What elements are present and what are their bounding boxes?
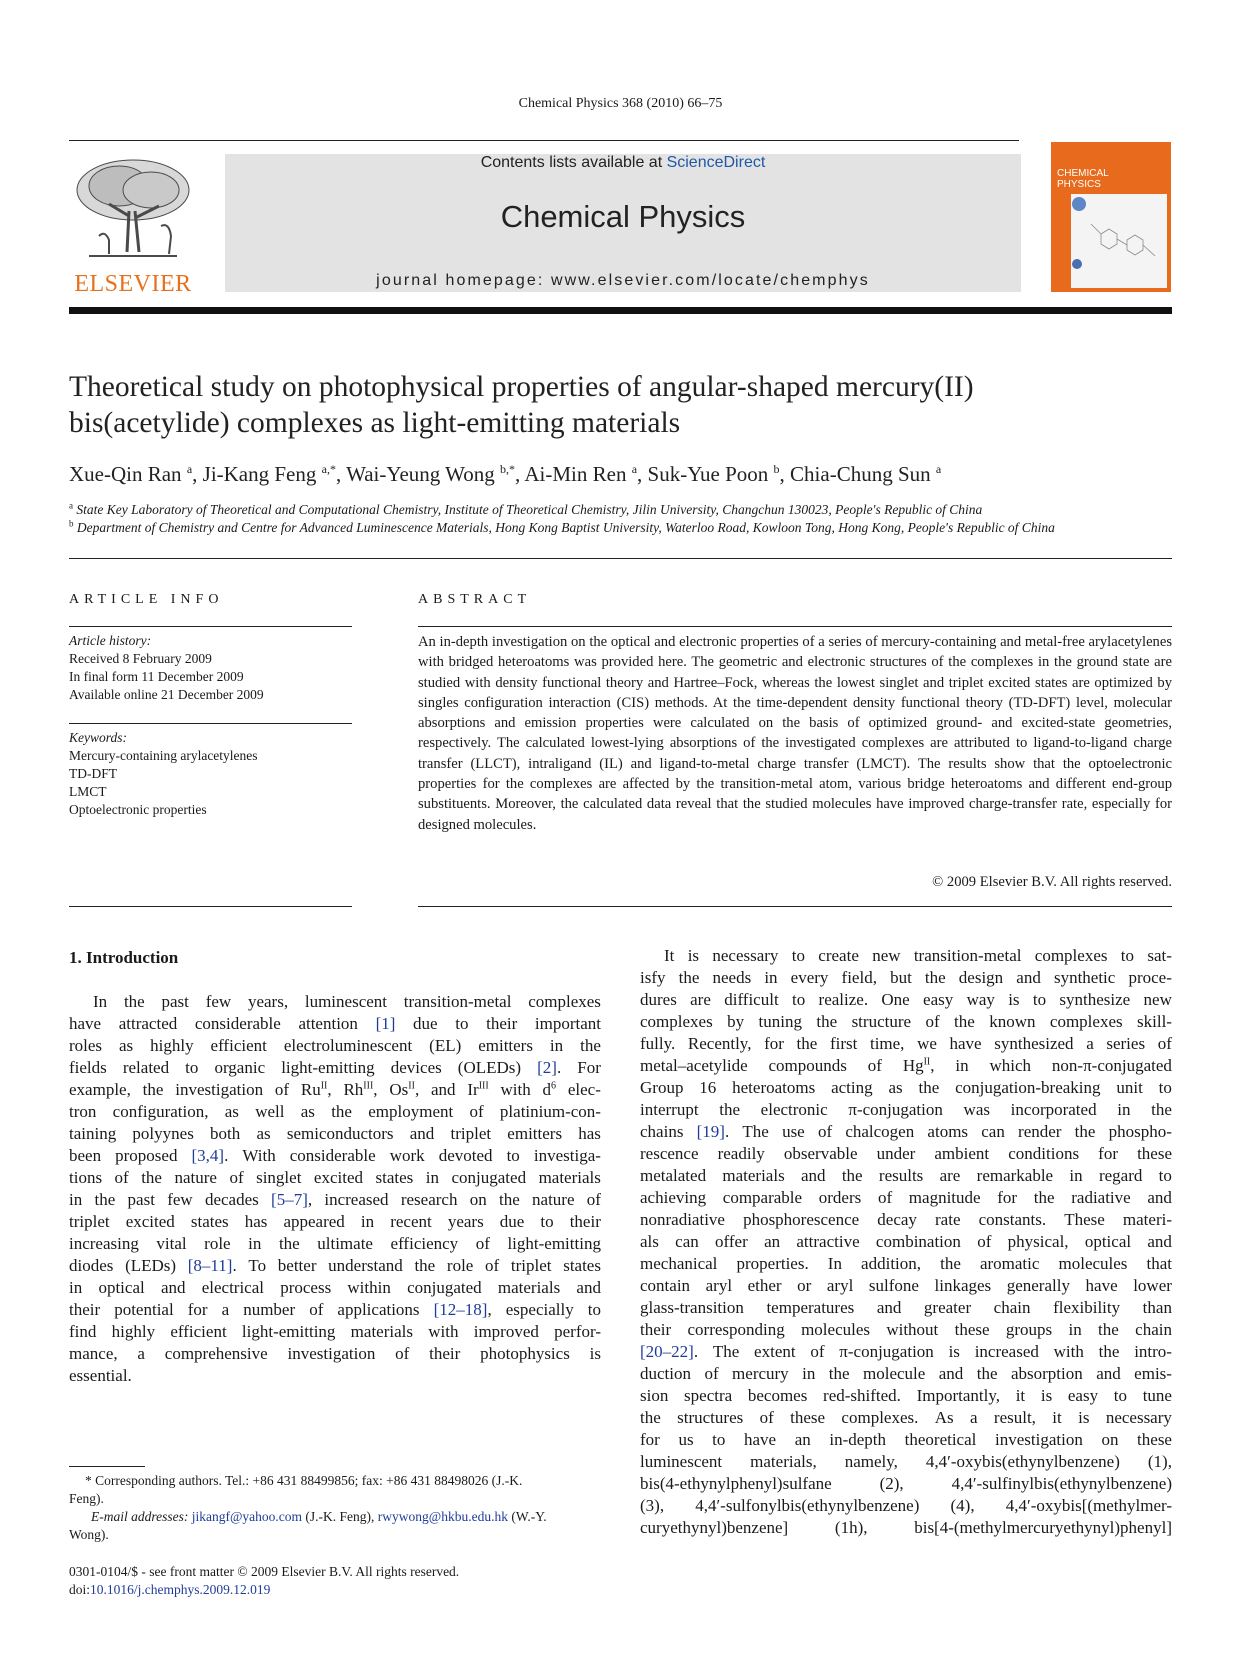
- text-line: have attracted considerable attention [1] due to their important: [69, 1014, 601, 1033]
- text-line: contain aryl ether or aryl sulfone linkages generally have lower: [640, 1276, 1172, 1295]
- corresponding-author-note-cont: Feng).: [69, 1491, 104, 1506]
- text-line: taining polyynes both as semiconductors and triplet emitters has: [69, 1124, 601, 1143]
- citation-link[interactable]: [8–11]: [187, 1256, 233, 1275]
- author-affiliation-mark: a: [186, 462, 193, 476]
- email-line-cont: Wong).: [69, 1527, 109, 1542]
- email-line: [69, 1508, 601, 1526]
- affiliation-a: [69, 502, 1179, 518]
- author-affiliation-mark: b: [773, 462, 780, 476]
- online-date: Available online 21 December 2009: [69, 687, 264, 702]
- elsevier-tree-icon: [69, 156, 197, 264]
- article-title-line-2: bis(acetylide) complexes as light-emitting materials: [69, 407, 681, 439]
- text-line: tron configuration, as well as the employment of platinium-con-: [69, 1102, 601, 1121]
- footnote-rule: [69, 1466, 145, 1467]
- text-line: (3), 4,4′-sulfonylbis(ethynylbenzene) (4), 4,4′-oxybis[(methylmer-: [640, 1496, 1172, 1515]
- text-line: example, the investigation of $Ru^{II}$, $Rh^{III}$, $Os^{II}$, and $Ir^{III}$ with $d^6$ elec-: [69, 1080, 601, 1099]
- abstract-heading: ABSTRACT: [418, 592, 532, 607]
- doi-line: [69, 1581, 459, 1599]
- article-history: [69, 632, 352, 704]
- citation-link[interactable]: [20–22]: [640, 1342, 694, 1361]
- text-line: roles as highly efficient electroluminescent (EL) emitters in the: [69, 1036, 601, 1055]
- text-line: the structures of these complexes. As a result, it is necessary: [640, 1408, 1172, 1427]
- article-history-label: Article history:: [69, 633, 152, 648]
- abstract-copyright: © 2009 Elsevier B.V. All rights reserved.: [932, 874, 1172, 890]
- superscript: 6: [551, 1080, 557, 1092]
- text-line: in the past few decades [5–7], increased research on the nature of: [69, 1190, 601, 1209]
- bottom-metadata: [69, 1563, 459, 1599]
- text-line: In the past few years, luminescent transition-metal complexes: [93, 992, 601, 1011]
- author-affiliation-mark: a: [631, 462, 638, 476]
- citation-link[interactable]: [12–18]: [433, 1300, 488, 1319]
- author-affiliation-mark: b,*: [500, 462, 516, 476]
- elsevier-wordmark: ELSEVIER: [74, 271, 192, 297]
- text-line: increasing vital role in the ultimate efficiency of light-emitting: [69, 1234, 601, 1253]
- abstract-text: An in-depth investigation on the optical and electronic properties of a series of mercury-containing and metal-free arylacetylenes with bridged heteroatoms was provided here. The geometric and electronic structures of the complexes in the ground state are studied with density functional theory and Hartree–Fock, whereas the lowest singlet and triplet excited states are optimized by singles configuration interaction (CIS) methods. At the time-dependent density functional theory (TD-DFT) level, molecular absorptions and emission properties were calculated on the basis of optimized ground- and excited-state geometries, respectively. The calculated lowest-lying absorptions of the investigated complexes are attributed to ligand-to-ligand charge transfer (LLCT), intraligand (IL) and ligand-to-metal charge transfer (LMCT). The results show that the optoelectronic properties for the complexes are affected by the transition-metal atom, various bridge heteroatoms and different end-group substituents. Moreover, the calculated data reveal that the studied molecules have improved charge-transfer rate, especially for designed molecules.: [418, 634, 1172, 833]
- email-label: E-mail addresses:: [91, 1509, 189, 1524]
- section-rule: [69, 558, 1172, 559]
- author-name[interactable]: Xue-Qin Ran: [69, 462, 182, 486]
- affiliation-b-text: Department of Chemistry and Centre for Advanced Luminescence Materials, Hong Kong Baptist University, Waterloo Road, Kowloon Tong, Hong Kong, People's Republic of China: [76, 520, 1055, 535]
- keyword-item: Optoelectronic properties: [69, 802, 207, 817]
- text-line: duction of mercury in the molecule and the absorption and emis-: [640, 1364, 1172, 1383]
- text-line: achieving comparable orders of magnitude for the radiative and: [640, 1188, 1172, 1207]
- text-line: their corresponding molecules without these groups in the chain: [640, 1320, 1172, 1339]
- superscript: II: [408, 1080, 415, 1092]
- contents-line: [225, 154, 1021, 172]
- keyword-item: TD-DFT: [69, 766, 117, 781]
- keywords: [69, 729, 352, 819]
- text-line: mechanical properties. In addition, the aromatic molecules that: [640, 1254, 1172, 1273]
- text-line: tions of the nature of singlet excited states in conjugated materials: [69, 1168, 601, 1187]
- citation-link[interactable]: [1]: [375, 1014, 396, 1033]
- text-line: curyethynyl)benzene] (1h), bis[4-(methylmercuryethynyl)phenyl]: [640, 1518, 1172, 1537]
- final-form-date: In final form 11 December 2009: [69, 669, 244, 684]
- text-line: metalated materials and the results are remarkable in regard to: [640, 1166, 1172, 1185]
- text-line: mance, a comprehensive investigation of their photophysics is: [69, 1344, 601, 1363]
- text-line: complexes by tuning the structure of the known complexes skill-: [640, 1012, 1172, 1031]
- introduction-heading: 1. Introduction: [69, 948, 179, 967]
- doi-link[interactable]: 10.1016/j.chemphys.2009.12.019: [90, 1582, 271, 1597]
- text-line: rescence readily observable under ambient conditions for these: [640, 1144, 1172, 1163]
- text-line: glass-transition temperatures and greater chain flexibility than: [640, 1298, 1172, 1317]
- text-line: diodes (LEDs) [8–11]. To better understand the role of triplet states: [69, 1256, 601, 1275]
- text-line: isfy the needs in every field, but the design and synthetic proce-: [640, 968, 1172, 987]
- author-affiliation-mark: a: [935, 462, 942, 476]
- text-line: find highly efficient light-emitting materials with improved perfor-: [69, 1322, 601, 1341]
- text-line: for us to have an in-depth theoretical investigation on these: [640, 1430, 1172, 1449]
- affiliation-b: [69, 520, 1179, 536]
- received-date: Received 8 February 2009: [69, 651, 212, 666]
- citation-link[interactable]: [2]: [537, 1058, 557, 1077]
- sciencedirect-link[interactable]: ScienceDirect: [666, 154, 766, 171]
- abstract-rule: [418, 626, 1172, 627]
- cover-image: [1071, 194, 1167, 288]
- email-link[interactable]: rwywong@hkbu.edu.hk: [377, 1509, 508, 1524]
- article-info-heading: ARTICLE INFO: [69, 592, 224, 607]
- journal-homepage[interactable]: journal homepage: www.elsevier.com/locate/chemphys: [376, 272, 870, 289]
- citation-link[interactable]: [19]: [696, 1122, 725, 1141]
- article-title: [69, 369, 1172, 441]
- citation-link[interactable]: [3,4]: [191, 1146, 225, 1165]
- text-line: their potential for a number of applications [12–18], especially to: [69, 1300, 601, 1319]
- text-line: sion spectra becomes red-shifted. Importantly, it is easy to tune: [640, 1386, 1172, 1405]
- journal-reference: Chemical Physics 368 (2010) 66–75: [518, 96, 723, 111]
- text-line: Group 16 heteroatoms acting as the conjugation-breaking unit to: [640, 1078, 1172, 1097]
- abstract-rule: [418, 906, 1172, 907]
- article-info-rule: [69, 723, 352, 724]
- journal-banner: [225, 154, 1021, 292]
- footnote: [69, 1472, 601, 1544]
- author-affiliation-mark: a,*: [321, 462, 336, 476]
- text-line: It is necessary to create new transition-metal complexes to sat-: [664, 946, 1172, 965]
- text-line: been proposed [3,4]. With considerable work devoted to investiga-: [69, 1146, 601, 1165]
- text-line: in optical and electrical process within conjugated materials and: [69, 1278, 601, 1297]
- corresponding-author-note: * Corresponding authors. Tel.: +86 431 88499856; fax: +86 431 88498026 (J.-K.: [85, 1473, 523, 1488]
- contents-prefix: Contents lists available at: [480, 154, 667, 171]
- article-title-line-1: Theoretical study on photophysical properties of angular-shaped mercury(II): [69, 371, 974, 403]
- superscript: III: [478, 1080, 489, 1092]
- doi-label: doi:: [69, 1582, 91, 1597]
- header-rule: [69, 140, 1019, 141]
- issn-line: 0301-0104/$ - see front matter © 2009 Elsevier B.V. All rights reserved.: [69, 1564, 460, 1579]
- text-line: triplet excited states has appeared in recent years due to their: [69, 1212, 601, 1231]
- text-line: als can offer an attractive combination of physical, optical and: [640, 1232, 1172, 1251]
- email-owner: (J.-K. Feng),: [305, 1509, 375, 1524]
- article-info-rule: [69, 626, 352, 627]
- superscript: II: [923, 1056, 931, 1068]
- superscript: II: [320, 1080, 328, 1092]
- text-line: interrupt the electronic π-conjugation was incorporated in the: [640, 1100, 1172, 1119]
- introduction-right-column: [640, 945, 1172, 1539]
- email-link[interactable]: jikangf@yahoo.com: [191, 1509, 303, 1524]
- text-line: bis(4-ethynylphenyl)sulfane (2), 4,4′-sulfinylbis(ethynylbenzene): [640, 1474, 1172, 1493]
- keyword-item: Mercury-containing arylacetylenes: [69, 748, 258, 763]
- introduction-left-column: [69, 991, 601, 1387]
- keywords-label: Keywords:: [69, 730, 127, 745]
- text-line: essential.: [69, 1366, 132, 1385]
- header-thick-rule: [69, 307, 1172, 314]
- author-name[interactable]: Suk-Yue Poon: [647, 462, 769, 486]
- affiliation-b-mark: b: [69, 518, 74, 529]
- article-info-rule: [69, 906, 352, 907]
- text-line: luminescent materials, namely, 4,4′-oxybis(ethynylbenzene) (1),: [640, 1452, 1172, 1471]
- elsevier-logo[interactable]: [69, 156, 197, 297]
- superscript: III: [363, 1080, 374, 1092]
- journal-name: Chemical Physics: [500, 199, 746, 234]
- author-name[interactable]: Wai-Yeung Wong: [346, 462, 495, 486]
- author-name[interactable]: Ji-Kang Feng: [202, 462, 317, 486]
- text-line: dures are difficult to realize. One easy way is to synthesize new: [640, 990, 1172, 1009]
- text-line: [20–22]. The extent of π-conjugation is increased with the intro-: [640, 1342, 1172, 1361]
- affiliation-a-mark: a: [69, 500, 73, 511]
- text-line: nonradiative phosphorescence decay rate constants. These materi-: [640, 1210, 1172, 1229]
- cover-title: CHEMICAL PHYSICS: [1057, 168, 1109, 190]
- text-line: fields related to organic light-emitting devices (OLEDs) [2]. For: [69, 1058, 601, 1077]
- author-name[interactable]: Chia-Chung Sun: [790, 462, 931, 486]
- text-line: fully. Recently, for the first time, we have synthesized a series of: [640, 1034, 1172, 1053]
- journal-cover-thumbnail[interactable]: [1051, 142, 1171, 292]
- text-line: chains [19]. The use of chalcogen atoms can render the phospho-: [640, 1122, 1172, 1141]
- email-owner: (W.-Y.: [511, 1509, 547, 1524]
- text-line: metal–acetylide compounds of $Hg^{II}$, in which non-π-conjugated: [640, 1056, 1172, 1075]
- affiliation-a-text: State Key Laboratory of Theoretical and Computational Chemistry, Institute of Theoretical Chemistry, Jilin University, Changchun 130023, People's Republic of China: [76, 502, 983, 517]
- author-name[interactable]: Ai-Min Ren: [524, 462, 627, 486]
- author-list: Xue-Qin Ran $^a$, Ji-Kang Feng $^{a,*}$, Wai-Yeung Wong $^{b,*}$, Ai-Min Ren $^a$, Suk-Yue Poon $^b$, Chia-Chung Sun $^a$: [69, 462, 942, 486]
- citation-link[interactable]: [5–7]: [271, 1190, 308, 1209]
- keyword-item: LMCT: [69, 784, 107, 799]
